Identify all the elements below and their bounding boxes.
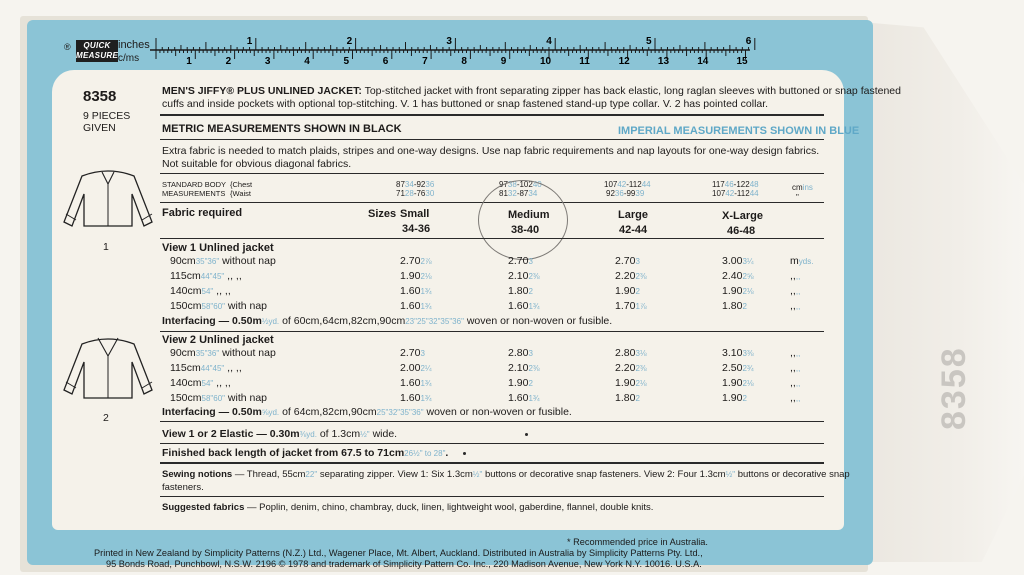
body-unit: cmins <box>792 183 813 192</box>
size-xlarge: X-Large <box>722 210 763 222</box>
note-line-2: Not suitable for obvious diagonal fabrics. <box>162 158 352 170</box>
pattern-number: 8358 <box>83 88 117 105</box>
unit-label: ,,,, <box>790 285 801 297</box>
sewing-notions-line-1: Sewing notions — Thread, 55cm22" separating zipper. View 1: Six 1.3cm½" buttons or decorative snap fasteners. View 2: Four 1.3cm½" buttons or decorative snap <box>162 469 850 480</box>
medium-waist: 8132-8734 <box>499 189 538 198</box>
yardage-cell: 1.902 <box>615 285 640 297</box>
cm-mark: 3 <box>264 56 271 66</box>
fabric-width: 150cm58"60" with nap <box>170 392 268 404</box>
body-unit-ditto: " <box>796 193 799 202</box>
yardage-cell: 2.102⅜ <box>508 270 540 282</box>
unit-label: ,,,, <box>790 377 801 389</box>
unit-label: ,,,, <box>790 362 801 374</box>
size-small: Small <box>400 208 430 220</box>
large-waist: 9236-9939 <box>606 189 645 198</box>
pieces-count: 9 PIECES <box>83 110 131 122</box>
cm-mark: 10 <box>540 56 552 66</box>
yardage-cell: 2.102⅜ <box>508 362 540 374</box>
fabric-width: 90cm35"36" without nap <box>170 255 276 267</box>
body-measurements-label-1: STANDARD BODY <box>162 180 227 189</box>
cm-mark: 6 <box>382 56 389 66</box>
yardage-cell: 2.202⅜ <box>615 362 647 374</box>
fabric-width: 140cm54" ,, ,, <box>170 285 231 297</box>
yardage-cell: 2.702⅞ <box>400 255 432 267</box>
divider <box>160 421 824 422</box>
fabric-width: 90cm35"36" without nap <box>170 347 276 359</box>
inch-mark: 1 <box>246 36 253 47</box>
pieces-label <box>83 110 130 134</box>
unit-label: ,,,, <box>790 347 801 359</box>
body-measurements-label-2: MEASUREMENTS <box>162 189 226 198</box>
pen-dot <box>525 433 528 436</box>
registered-mark: ® <box>64 42 71 52</box>
yardage-cell: 1.601¾ <box>400 392 432 404</box>
yardage-cell: 3.003¼ <box>722 255 754 267</box>
inch-mark: 5 <box>646 36 652 47</box>
pen-dot <box>463 452 466 455</box>
yardage-cell: 1.601¾ <box>400 377 432 389</box>
ruler-cms-label: c/ms <box>118 53 140 64</box>
range-large: 42-44 <box>619 224 648 236</box>
cm-mark: 9 <box>500 56 507 66</box>
elastic-row: View 1 or 2 Elastic — 0.30m⅜yd. of 1.3cm½" wide. <box>162 428 398 440</box>
inch-mark: 6 <box>745 36 752 47</box>
yardage-cell: 2.703 <box>508 255 533 267</box>
pieces-given: GIVEN <box>83 122 116 134</box>
yardage-cell: 1.701⅞ <box>615 300 647 312</box>
back-length-row: Finished back length of jacket from 67.5 to 71cm26½" to 28". <box>162 447 449 459</box>
flap-pattern-number: 8358 <box>935 346 973 430</box>
ruler-inches-label: inches <box>118 39 150 51</box>
waist-label: {Waist <box>230 189 251 198</box>
cm-mark: 4 <box>304 56 310 66</box>
inch-mark: 4 <box>546 36 552 47</box>
divider <box>160 114 824 116</box>
size-medium: Medium <box>508 209 550 221</box>
suggested-fabrics: Suggested fabrics — Poplin, denim, chino, chambray, duck, linen, lightweight wool, gaberdine, flannel, double knits. <box>162 502 654 513</box>
fabric-width: 115cm44"45" ,, ,, <box>170 362 242 374</box>
cm-mark: 8 <box>461 56 467 66</box>
yardage-cell: 1.802 <box>722 300 747 312</box>
divider <box>160 443 824 444</box>
fabric-width: 115cm44"45" ,, ,, <box>170 270 242 282</box>
description-line-2: cuffs and inside pockets with optional top-stitching. V. 1 has buttoned or snap fastened stand-up type collar. V. 2 has pointed collar. <box>162 98 769 110</box>
pen-circle-mark <box>478 180 568 260</box>
xlarge-waist: 10742-11244 <box>712 189 759 198</box>
badge-quick: QUICK <box>83 41 111 50</box>
view-2-interfacing: Interfacing — 0.50m⅝yd. of 64cm,82cm,90cm25"32"35"36" woven or non-woven or fusible. <box>162 406 572 418</box>
yardage-cell: 1.902⅛ <box>400 270 432 282</box>
price-note: * Recommended price in Australia. <box>567 537 708 547</box>
divider <box>160 331 824 332</box>
fabric-width: 140cm54" ,, ,, <box>170 377 231 389</box>
yardage-cell: 1.902⅛ <box>722 285 754 297</box>
yardage-cell: 1.902⅛ <box>615 377 647 389</box>
view-1-number: 1 <box>103 241 109 253</box>
divider <box>160 496 824 497</box>
description-text-1: Top-stitched jacket with front separating zipper has back elastic, long raglan sleeves with buttoned or snap fastened <box>364 85 901 97</box>
cm-mark: 15 <box>736 56 748 66</box>
divider <box>160 238 824 239</box>
small-chest: 8734-9236 <box>396 180 435 189</box>
view-2-jacket-sketch <box>62 332 154 412</box>
footer-line-2: 95 Bonds Road, Punchbowl, N.S.W. 2196 © 1978 and trademark of Simplicity Pattern Co. Inc., 220 Madison Avenue, New York N.Y. 10016. U.S.A. <box>106 559 702 569</box>
view-1-interfacing: Interfacing — 0.50m½yd. of 60cm,64cm,82cm,90cm23"25"32"35"36" woven or non-woven or fusible. <box>162 315 613 327</box>
yardage-cell: 2.703 <box>615 255 640 267</box>
inch-mark: 2 <box>346 36 353 47</box>
yardage-cell: 1.902 <box>508 377 533 389</box>
cm-mark: 14 <box>697 56 709 66</box>
range-small: 34-36 <box>402 223 431 235</box>
view-2-number: 2 <box>103 412 109 424</box>
size-large: Large <box>618 209 648 221</box>
cm-mark: 11 <box>579 56 590 66</box>
yardage-cell: 2.202⅜ <box>615 270 647 282</box>
inch-mark: 3 <box>446 36 452 47</box>
cm-mark: 2 <box>225 56 232 66</box>
yardage-cell: 2.703 <box>400 347 425 359</box>
yardage-cell: 2.803⅛ <box>615 347 647 359</box>
yardage-cell: 1.601¾ <box>508 392 540 404</box>
cm-mark: 5 <box>343 56 350 66</box>
fabric-width: 150cm58"60" with nap <box>170 300 268 312</box>
yardage-cell: 1.902 <box>722 392 747 404</box>
view-1-title: View 1 Unlined jacket <box>162 242 274 254</box>
chest-label: {Chest <box>230 180 253 189</box>
cm-mark: 1 <box>186 56 192 66</box>
yardage-cell: 1.601¾ <box>400 300 432 312</box>
yardage-cell: 1.802 <box>615 392 640 404</box>
imperial-heading: IMPERIAL MEASUREMENTS SHOWN IN BLUE <box>618 125 860 137</box>
small-waist: 7128-7630 <box>396 189 435 198</box>
badge-measure: MEASURE <box>76 51 119 60</box>
divider <box>160 462 824 464</box>
yardage-cell: 1.902⅛ <box>722 377 754 389</box>
description-title: MEN'S JIFFY® PLUS UNLINED JACKET: <box>162 85 362 97</box>
yardage-cell: 3.103⅜ <box>722 347 754 359</box>
yardage-cell: 2.803 <box>508 347 533 359</box>
divider <box>160 173 824 174</box>
medium-chest: 9738-10240 <box>499 180 542 189</box>
ruler-ticks <box>150 34 760 66</box>
unit-label: ,,,, <box>790 300 801 312</box>
metric-heading: METRIC MEASUREMENTS SHOWN IN BLACK <box>162 123 402 135</box>
large-chest: 10742-11244 <box>604 180 651 189</box>
cm-mark: 13 <box>657 56 670 66</box>
yardage-cell: 2.002¼ <box>400 362 432 374</box>
quick-measure-badge <box>76 40 118 62</box>
view-2-title: View 2 Unlined jacket <box>162 334 274 346</box>
footer-line-1: Printed in New Zealand by Simplicity Patterns (N.Z.) Ltd., Wagener Place, Mt. Albert, Auckland. Distributed in Australia by Simplicity Patterns Pty. Ltd., <box>94 548 703 558</box>
fabric-required-heading: Fabric required <box>162 207 243 219</box>
range-medium: 38-40 <box>511 224 540 236</box>
unit-label: ,,,, <box>790 270 801 282</box>
unit-label: myds. <box>790 255 814 267</box>
sewing-notions-line-2: fasteners. <box>162 482 204 493</box>
unit-label: ,,,, <box>790 392 801 404</box>
yardage-cell: 2.402⅝ <box>722 270 754 282</box>
cm-mark: 7 <box>422 56 428 66</box>
description-line-1 <box>162 86 901 97</box>
divider <box>160 139 824 140</box>
yardage-cell: 1.802 <box>508 285 533 297</box>
note-line-1: Extra fabric is needed to match plaids, stripes and one-way designs. Use nap fabric requirements and nap layouts for one-way design fabrics. <box>162 145 820 157</box>
sizes-heading: Sizes <box>368 208 397 220</box>
xlarge-chest: 11746-12248 <box>712 180 759 189</box>
yardage-cell: 1.601¾ <box>400 285 432 297</box>
range-xlarge: 46-48 <box>727 225 756 237</box>
yardage-cell: 1.601¾ <box>508 300 540 312</box>
yardage-cell: 2.502¾ <box>722 362 754 374</box>
cm-mark: 12 <box>618 56 630 66</box>
